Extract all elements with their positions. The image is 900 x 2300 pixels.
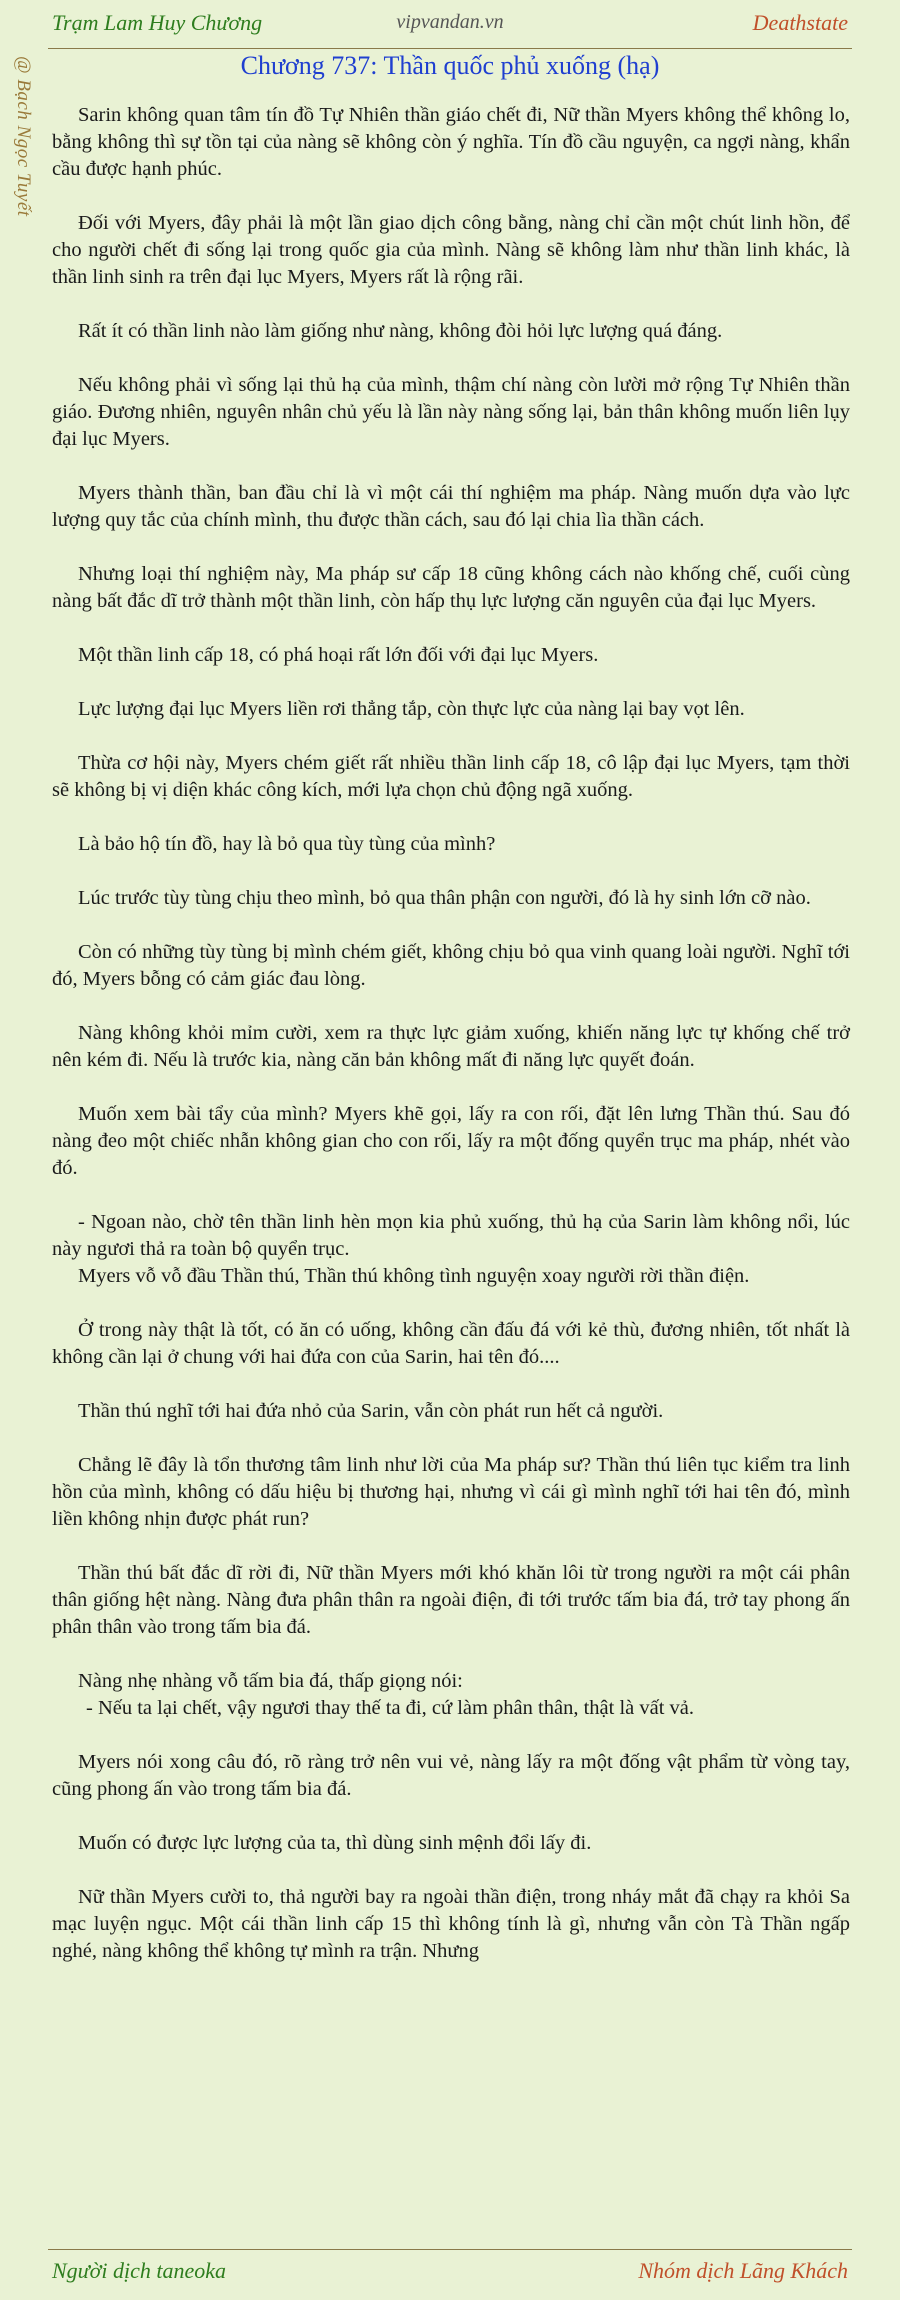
paragraph: Nàng không khỏi mỉm cười, xem ra thực lực giảm xuống, khiến năng lực tự khống chế trở nên kém đi. Nếu là trước kia, nàng căn bản không mất đi năng lực quyết đoán. — [52, 1022, 850, 1071]
dialog-line: - Ngoan nào, chờ tên thần linh hèn mọn kia phủ xuống, thủ hạ của Sarin làm không nổi, lúc này ngươi thả ra toàn bộ quyển trục. — [52, 1211, 850, 1260]
paragraph: Nữ thần Myers cười to, thả người bay ra ngoài thần điện, trong nháy mắt đã chạy ra khỏi Sa mạc luyện ngục. Một cái thần linh cấp 15 thì không tính là gì, nhưng vẫn còn Tà Thần ngấp nghé, nàng không thể không tự mình ra trận. Nhưng — [52, 1886, 850, 1962]
paragraph: Rất ít có thần linh nào làm giống như nàng, không đòi hỏi lực lượng quá đáng. — [78, 320, 723, 342]
header-author: Deathstate — [752, 10, 848, 35]
header-site-name: Trạm Lam Huy Chương — [52, 10, 263, 35]
paragraph: Myers thành thần, ban đầu chỉ là vì một cái thí nghiệm ma pháp. Nàng muốn dựa vào lực lượng quy tắc của chính mình, thu được thần cách, sau đó lại chia lìa thần cách. — [52, 482, 850, 531]
paragraph: Muốn xem bài tẩy của mình? Myers khẽ gọi, lấy ra con rối, đặt lên lưng Thần thú. Sau đó nàng đeo một chiếc nhẫn không gian cho con rối, lấy ra một đống quyển trục ma pháp, nhét vào đó. — [52, 1103, 850, 1179]
paragraph: Thừa cơ hội này, Myers chém giết rất nhiều thần linh cấp 18, cô lập đại lục Myers, tạm thời sẽ không bị vị diện khác công kích, mới lựa chọn chủ động ngã xuống. — [52, 752, 850, 801]
header-url: vipvandan.vn — [396, 11, 504, 33]
paragraph: Lúc trước tùy tùng chịu theo mình, bỏ qua thân phận con người, đó là hy sinh lớn cỡ nào. — [78, 887, 811, 909]
paragraph: Một thần linh cấp 18, có phá hoại rất lớn đối với đại lục Myers. — [78, 644, 599, 666]
paragraph: Là bảo hộ tín đồ, hay là bỏ qua tùy tùng của mình? — [78, 833, 496, 855]
paragraph: Ở trong này thật là tốt, có ăn có uống, không cần đấu đá với kẻ thù, đương nhiên, tốt nhất là không cần lại ở chung với hai đứa con của Sarin, hai tên đó.... — [52, 1319, 850, 1368]
paragraph: Sarin không quan tâm tín đồ Tự Nhiên thần giáo chết đi, Nữ thần Myers không thể không lo, bằng không thì sự tồn tại của nàng sẽ không còn ý nghĩa. Tín đồ cầu nguyện, ca ngợi nàng, khẩn cầu được hạnh phúc. — [52, 104, 850, 180]
paragraph: Thần thú bất đắc dĩ rời đi, Nữ thần Myers mới khó khăn lôi từ trong người ra một cái phân thân giống hệt nàng. Nàng đưa phân thân ra ngoài điện, đi tới trước tấm bia đá, trở tay phong ấn phân thân vào trong tấm bia đá. — [52, 1562, 850, 1638]
paragraph: Nếu không phải vì sống lại thủ hạ của mình, thậm chí nàng còn lười mở rộng Tự Nhiên thần giáo. Đương nhiên, nguyên nhân chủ yếu là lần này nàng sống lại, bản thân không muốn liên lụy đại lục Myers. — [52, 374, 850, 450]
paragraph: Myers vỗ vỗ đầu Thần thú, Thần thú không tình nguyện xoay người rời thần điện. — [78, 1265, 750, 1287]
header-divider — [48, 48, 852, 49]
paragraph: Lực lượng đại lục Myers liền rơi thẳng tắp, còn thực lực của nàng lại bay vọt lên. — [78, 698, 745, 720]
dialog-line: - Nếu ta lại chết, vậy ngươi thay thế ta đi, cứ làm phân thân, thật là vất vả. — [86, 1697, 695, 1719]
footer-divider — [48, 2249, 852, 2250]
paragraph: Myers nói xong câu đó, rõ ràng trở nên vui vẻ, nàng lấy ra một đống vật phẩm từ vòng tay, cũng phong ấn vào trong tấm bia đá. — [52, 1751, 850, 1800]
paragraph: Nàng nhẹ nhàng vỗ tấm bia đá, thấp giọng nói: — [78, 1670, 463, 1692]
paragraph: Đối với Myers, đây phải là một lần giao dịch công bằng, nàng chỉ cần một chút linh hồn, để cho người chết đi sống lại trong quốc gia của mình. Nàng sẽ không làm như thần linh khác, là thần linh sinh ra trên đại lục Myers, Myers rất là rộng rãi. — [52, 212, 850, 288]
paragraph: Muốn có được lực lượng của ta, thì dùng sinh mệnh đổi lấy đi. — [78, 1832, 592, 1854]
footer-translator: Người dịch taneoka — [52, 2258, 227, 2283]
paragraph: Nhưng loại thí nghiệm này, Ma pháp sư cấp 18 cũng không cách nào khống chế, cuối cùng nàng bất đắc dĩ trở thành một thần linh, còn hấp thụ lực lượng căn nguyên của đại lục Myers. — [52, 563, 850, 612]
paragraph: Chẳng lẽ đây là tổn thương tâm linh như lời của Ma pháp sư? Thần thú liên tục kiểm tra linh hồn của mình, không có dấu hiệu bị thương hại, nhưng vì cái gì mình nghĩ tới hai tên đó, mình liền không nhịn được phát run? — [52, 1454, 850, 1530]
side-watermark-label: @ Bạch Ngọc Tuyết — [13, 56, 34, 217]
paragraph: Còn có những tùy tùng bị mình chém giết, không chịu bỏ qua vinh quang loài người. Nghĩ tới đó, Myers bỗng có cảm giác đau lòng. — [52, 941, 850, 990]
footer-group: Nhóm dịch Lãng Khách — [638, 2258, 848, 2283]
paragraph: Thần thú nghĩ tới hai đứa nhỏ của Sarin, vẫn còn phát run hết cả người. — [78, 1400, 664, 1422]
chapter-body — [52, 102, 850, 1992]
chapter-title: Chương 737: Thần quốc phủ xuống (hạ) — [240, 51, 660, 80]
